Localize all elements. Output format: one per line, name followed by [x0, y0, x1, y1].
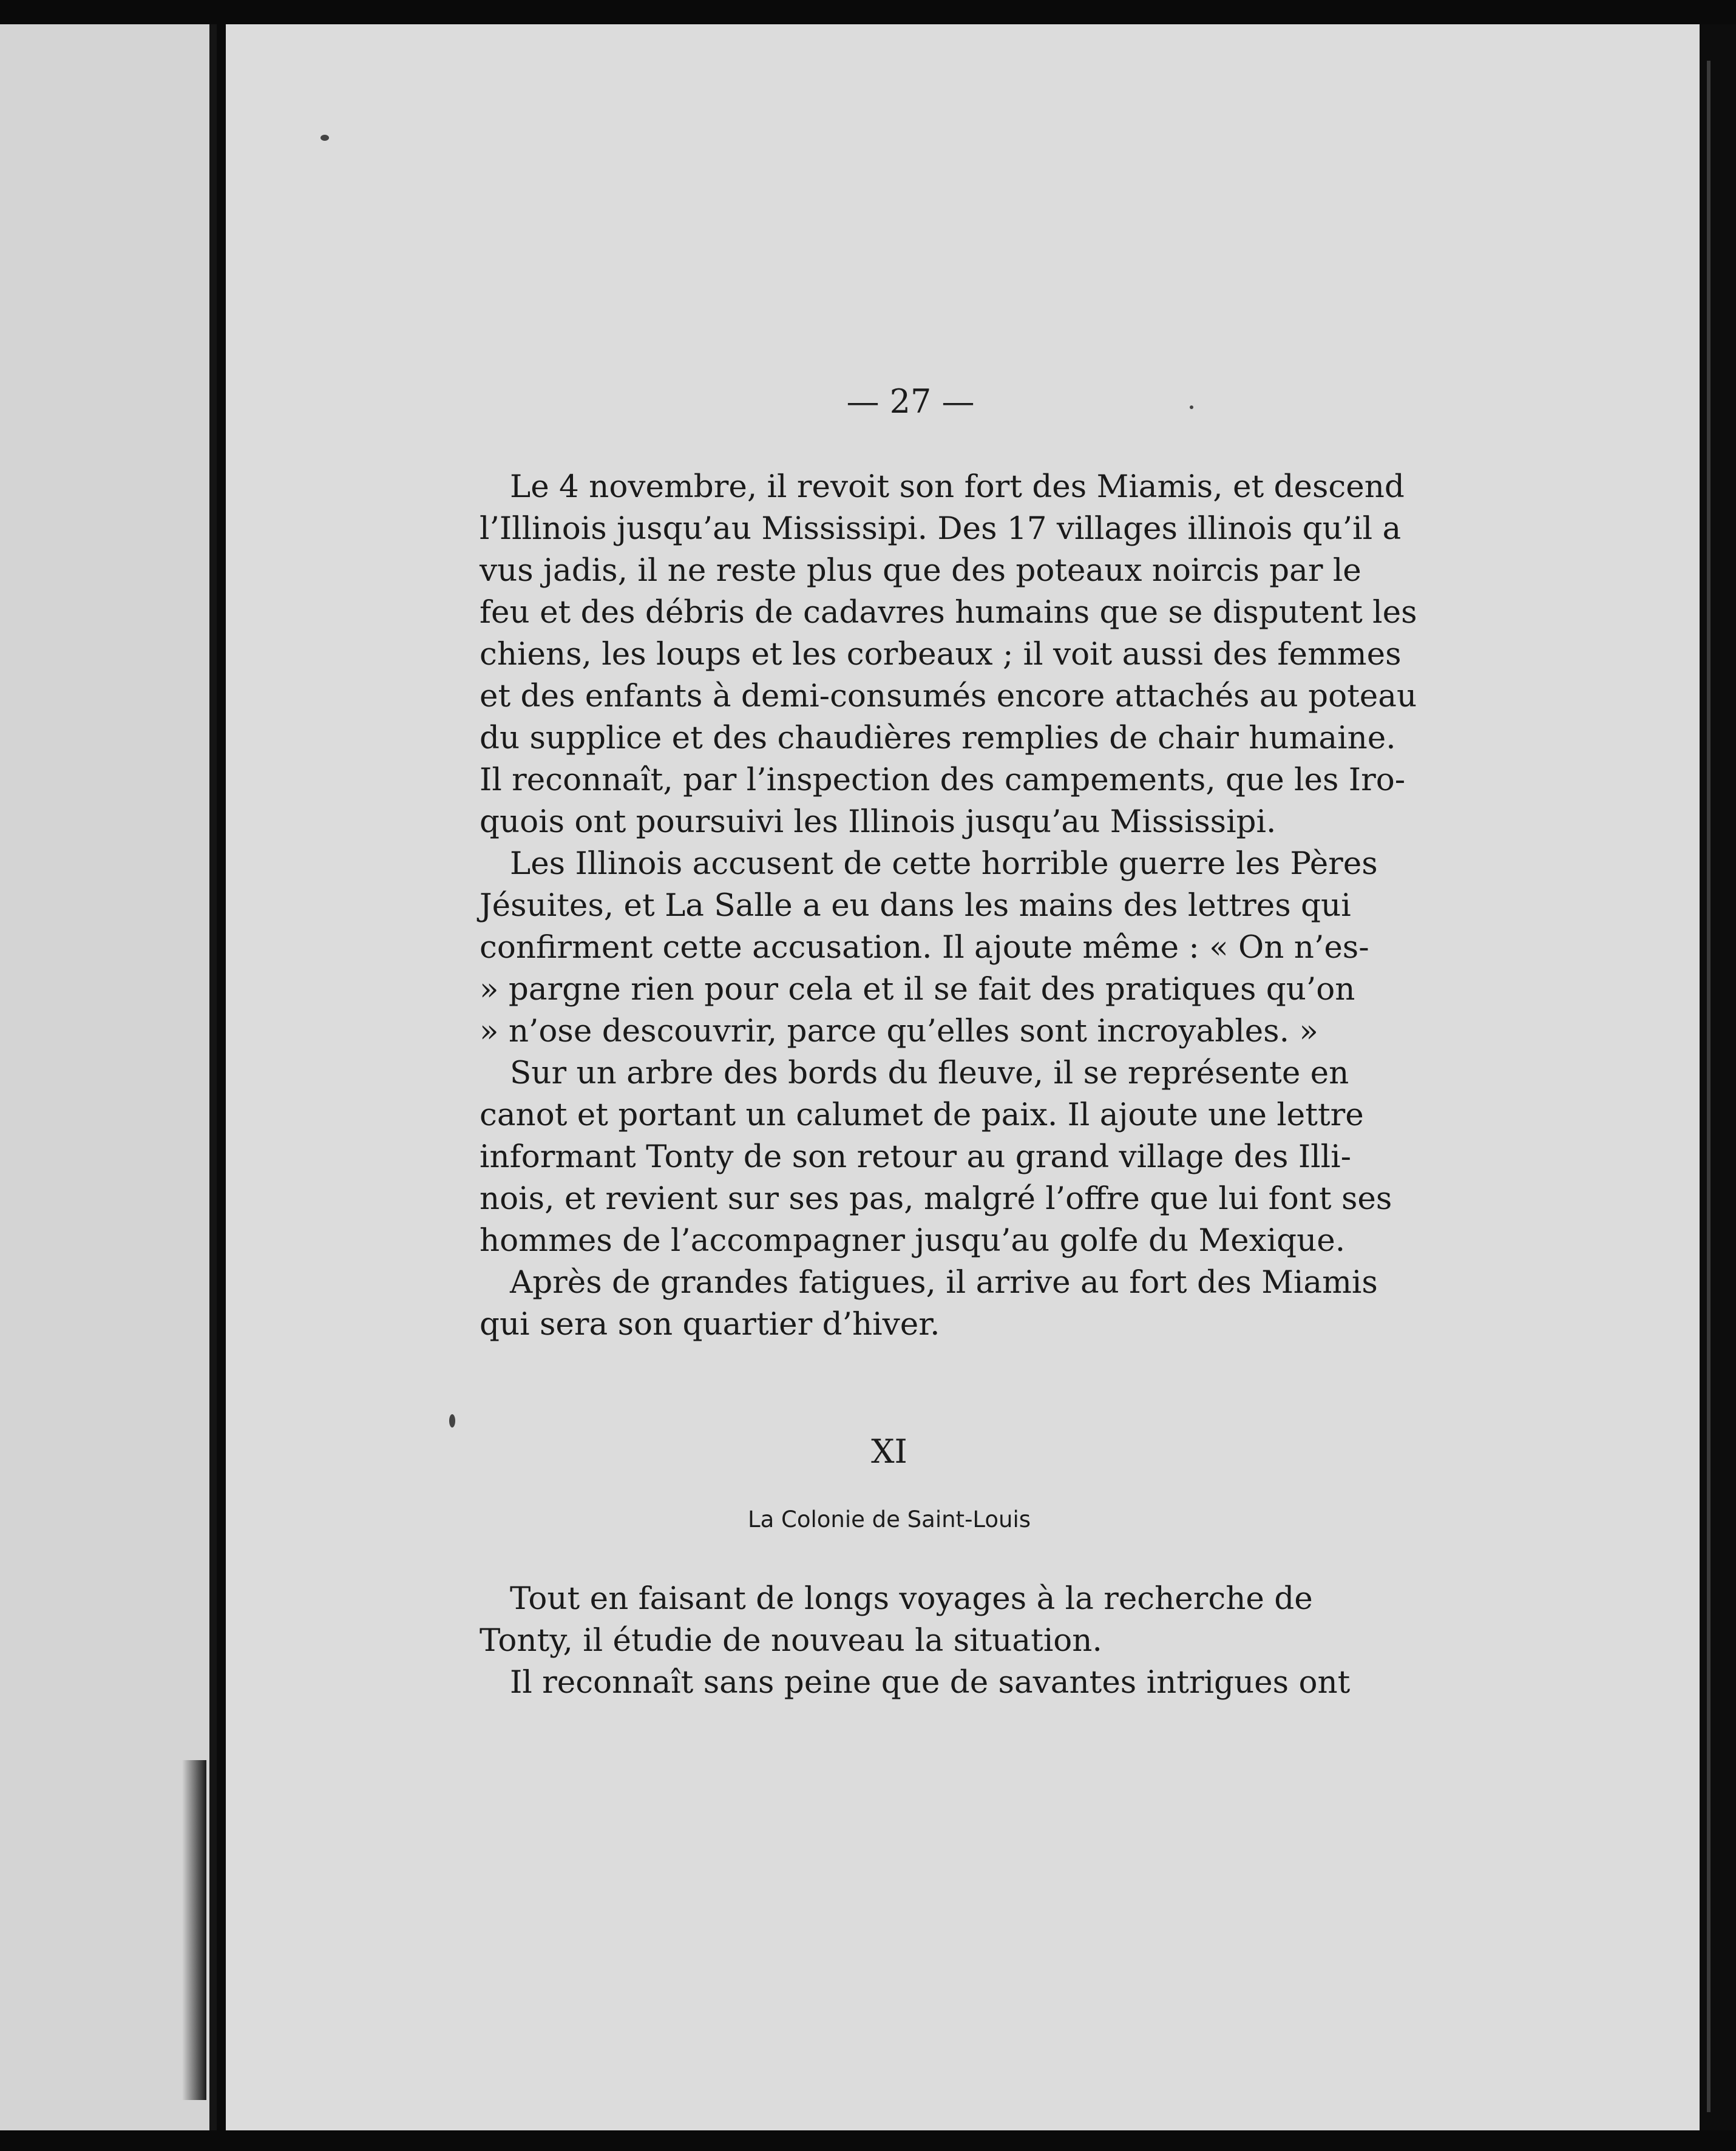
section-number: XI [871, 1432, 907, 1471]
text-line: vus jadis, il ne reste plus que des poteaux noircis par le [480, 552, 1361, 589]
text-line: Après de grandes fatigues, il arrive au fort des Miamis [510, 1264, 1378, 1301]
page-gutter-shadow [182, 1760, 206, 2100]
text-line: Le 4 novembre, il revoit son fort des Miamis, et descend [510, 469, 1405, 505]
text-line: du supplice et des chaudières remplies de chair humaine. [480, 720, 1396, 756]
paragraph [480, 843, 1378, 1052]
paragraph [480, 1662, 1351, 1704]
text-line: » n’ose descouvrir, parce qu’elles sont incroyables. » [480, 1013, 1318, 1049]
paragraph [480, 1578, 1311, 1662]
text-line: Les Illinois accusent de cette horrible guerre les Pères [510, 845, 1378, 882]
main-text [480, 466, 1417, 1346]
text-line: » pargne rien pour cela et il se fait des pratiques qu’on [480, 971, 1355, 1008]
text-line: canot et portant un calumet de paix. Il ajoute une lettre [480, 1097, 1364, 1133]
text-line: confirment cette accusation. Il ajoute même : « On n’es- [480, 929, 1369, 966]
text-line: nois, et revient sur ses pas, malgré l’offre que lui font ses [480, 1181, 1392, 1217]
text-line: chiens, les loups et les corbeaux ; il voit aussi des femmes [480, 636, 1402, 672]
binding-gutter [209, 24, 217, 2130]
text-line: l’Illinois jusqu’au Mississipi. Des 17 villages illinois qu’il a [480, 510, 1402, 547]
paragraph [480, 466, 1417, 843]
section-title: La Colonie de Saint-Louis [747, 1506, 1031, 1533]
section-text [480, 1578, 1351, 1704]
text-line: Jésuites, et La Salle a eu dans les mains des lettres qui [480, 887, 1351, 924]
dust-speck [1190, 405, 1193, 409]
text-line: Sur un arbre des bords du fleuve, il se représente en [510, 1055, 1349, 1091]
text-line: Il reconnaît sans peine que de savantes intrigues ont [510, 1664, 1351, 1701]
text-line: feu et des débris de cadavres humains que se disputent les [480, 594, 1417, 631]
text-line: quois ont poursuivi les Illinois jusqu’au Mississipi. [480, 804, 1277, 840]
text-line: Il reconnaît, par l’inspection des campements, que les Iro- [480, 762, 1406, 798]
scan-right-border [1700, 24, 1736, 2130]
text-line: Tout en faisant de longs voyages à la recherche de [510, 1580, 1313, 1617]
paragraph [480, 1052, 1392, 1262]
text-line: informant Tonty de son retour au grand village des Illi- [480, 1139, 1351, 1175]
page-number: — 27 — [846, 382, 975, 421]
text-line: Tonty, il étudie de nouveau la situation. [480, 1622, 1102, 1659]
text-line: qui sera son quartier d’hiver. [480, 1306, 940, 1343]
facing-page-edge [0, 24, 209, 2130]
dust-speck [320, 135, 329, 141]
text-line: et des enfants à demi-consumés encore attachés au poteau [480, 678, 1417, 714]
page-right-edge-line [1707, 61, 1711, 2112]
paragraph [480, 1262, 1378, 1346]
text-line: hommes de l’accompagner jusqu’au golfe du Mexique. [480, 1222, 1346, 1259]
dust-speck [449, 1414, 455, 1428]
